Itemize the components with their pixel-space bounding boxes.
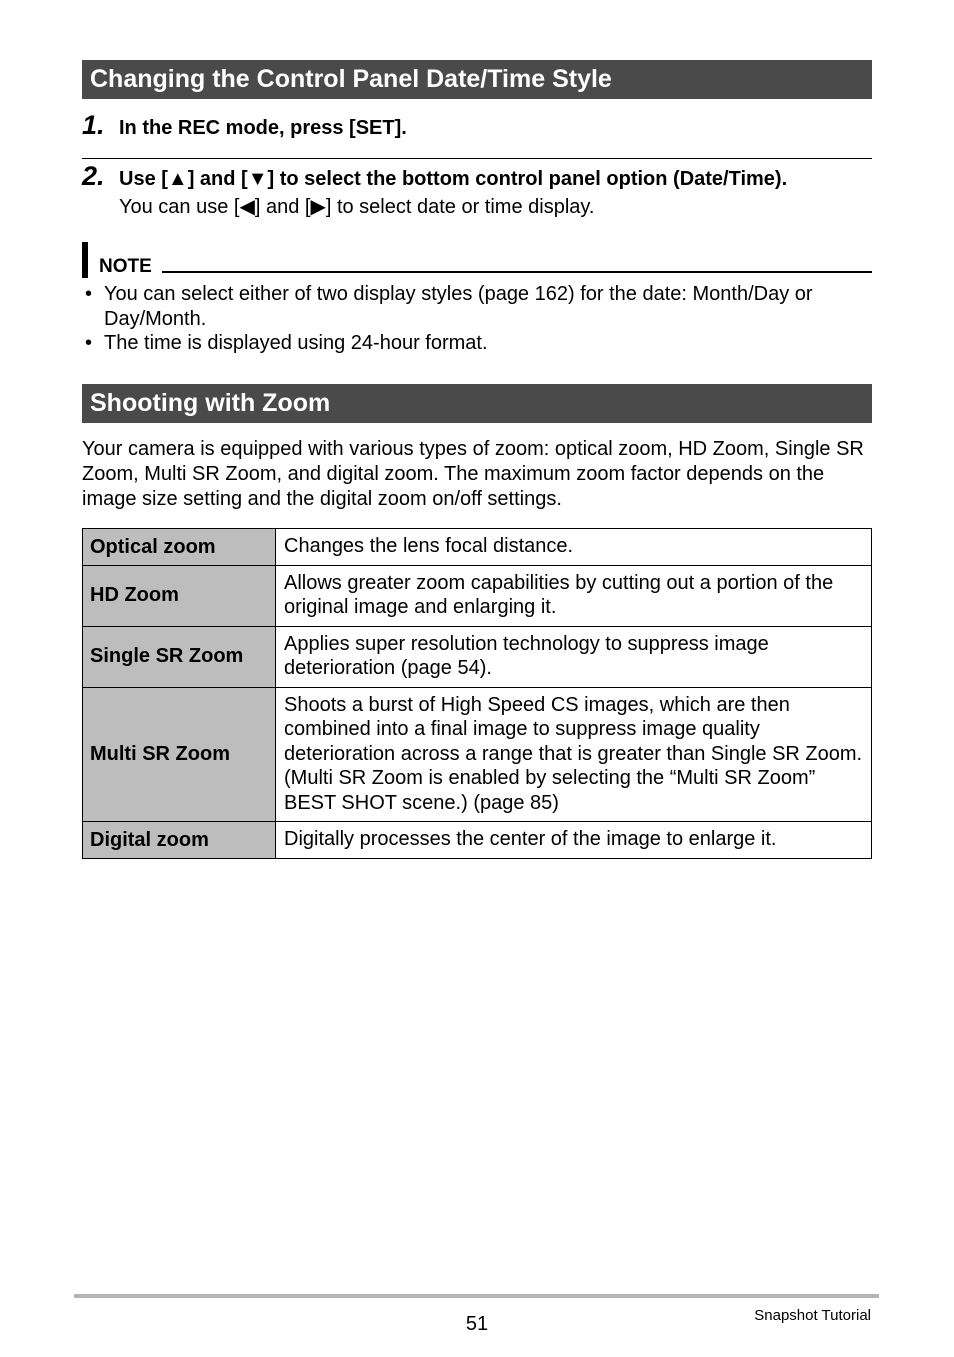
table-row bbox=[83, 687, 872, 822]
table-row bbox=[83, 822, 872, 859]
zoom-type-term: Optical zoom bbox=[83, 529, 276, 566]
zoom-type-description: Applies super resolution technology to suppress image deterioration (page 54). bbox=[276, 626, 872, 687]
note-rule bbox=[162, 271, 872, 273]
step-2-subtext: You can use [◀] and [▶] to select date or time display. bbox=[119, 196, 595, 218]
section-heading-shooting-with-zoom: Shooting with Zoom bbox=[82, 384, 872, 423]
step-2-number: 2. bbox=[82, 161, 105, 191]
page-number: 51 bbox=[465, 1313, 489, 1335]
zoom-type-term: Single SR Zoom bbox=[83, 626, 276, 687]
step-1-number: 1. bbox=[82, 110, 105, 140]
zoom-type-description: Digitally processes the center of the image to enlarge it. bbox=[276, 822, 872, 859]
zoom-types-table bbox=[82, 528, 872, 859]
bullet-icon: • bbox=[85, 283, 93, 305]
note-marker bbox=[82, 242, 88, 278]
section-heading-date-time-style: Changing the Control Panel Date/Time Style bbox=[82, 60, 872, 99]
bullet-icon: • bbox=[85, 332, 93, 354]
step-1-text: In the REC mode, press [SET]. bbox=[119, 117, 407, 139]
table-row bbox=[83, 529, 872, 566]
zoom-type-term: Multi SR Zoom bbox=[83, 687, 276, 822]
footer-rule bbox=[74, 1294, 879, 1298]
zoom-type-term: Digital zoom bbox=[83, 822, 276, 859]
table-row bbox=[83, 565, 872, 626]
step-2-text: Use [▲] and [▼] to select the bottom control panel option (Date/Time). bbox=[119, 168, 788, 190]
zoom-type-description: Allows greater zoom capabilities by cutting out a portion of the original image and enlarging it. bbox=[276, 565, 872, 626]
zoom-type-description: Changes the lens focal distance. bbox=[276, 529, 872, 566]
zoom-type-description: Shoots a burst of High Speed CS images, which are then combined into a final image to suppress image quality deterioration across a range that is greater than Single SR Zoom. (Multi SR Zoom is enabled by selecting the “Multi SR Zoom” BEST SHOT scene.) (page 85) bbox=[276, 687, 872, 822]
step-divider bbox=[82, 158, 872, 159]
note-item: You can select either of two display styles (page 162) for the date: Month/Day or Day/Month. bbox=[104, 283, 813, 330]
zoom-intro-paragraph: Your camera is equipped with various types of zoom: optical zoom, HD Zoom, Single SR Zoom, Multi SR Zoom, and digital zoom. The maximum zoom factor depends on the image size setting and the digital zoom on/off settings. bbox=[82, 438, 864, 510]
note-item: The time is displayed using 24-hour format. bbox=[104, 332, 488, 354]
table-row bbox=[83, 626, 872, 687]
zoom-type-term: HD Zoom bbox=[83, 565, 276, 626]
footer-section-title: Snapshot Tutorial bbox=[754, 1307, 871, 1324]
note-label: NOTE bbox=[99, 256, 152, 277]
